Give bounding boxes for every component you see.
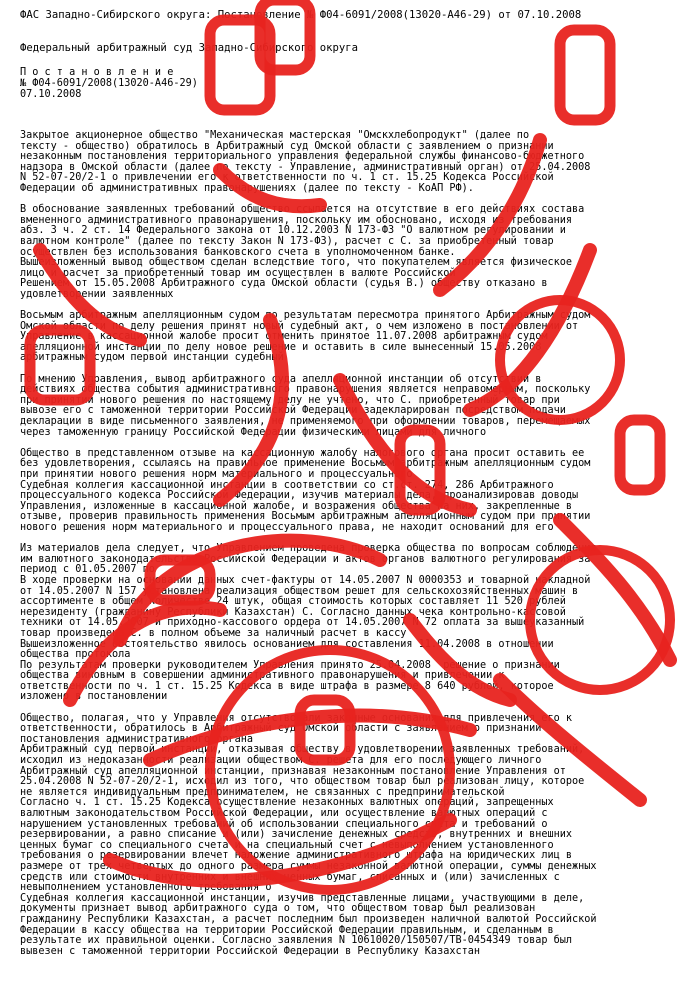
text-line: требования о резервировании влечет наложение административного штрафа на юридических лиц в — [20, 850, 573, 862]
document-date: 07.10.2008 — [20, 88, 82, 100]
text-line: нарушением установленных требований об использовании специального счета и требований о — [20, 818, 548, 830]
text-line: процессуального кодекса Российской Федерации, изучив материалы дела, проанализировав доводы — [20, 490, 579, 502]
court-name: Федеральный арбитражный суд Западно-Сибирского округа — [20, 42, 359, 54]
text-line: осуществлен без использования банковского счета в уполномоченном банке. — [20, 246, 456, 258]
text-line: В обоснование заявленных требований общество ссылается на отсутствие в его действиях состава — [20, 204, 585, 216]
text-line: при принятии нового решения по настоящему делу не учтено, что С. приобретенный товар при — [20, 394, 560, 406]
paragraph — [20, 544, 688, 703]
paragraph — [20, 375, 688, 439]
text-line: незаконным постановления территориального управления федеральной службы финансово-бюджетного — [20, 151, 585, 163]
text-line: Судебная коллегия кассационной инстанции в соответствии со ст.ст. 274, 286 Арбитражного — [20, 479, 554, 491]
text-line: резервировании, а равно списание и (или) зачисление денежных средств, внутренних и внешних — [20, 829, 573, 841]
watermark-glyph — [210, 20, 270, 110]
text-line: валютным законодательством Российской Федерации, или осуществление валютных операций с — [20, 808, 548, 819]
text-line: Вышеизложенное обстоятельство явилось основанием для составления 11.04.2008 в отношении — [20, 638, 554, 650]
text-line: Управления, изложенные в кассационной жалобе, и возражения общества на них, закрепленные в — [20, 500, 573, 512]
text-line: По результатам проверки руководителем Управления принято 25.04.2008 решение о признании — [20, 659, 560, 671]
paragraph — [20, 205, 688, 300]
text-line: исходил из недоказанности реализации обществом С. решета для его последующего личного — [20, 755, 542, 767]
paragraph — [20, 311, 688, 364]
watermark-glyph — [560, 30, 610, 120]
text-line: общества протокола — [20, 649, 131, 661]
paragraph — [20, 131, 688, 195]
text-line: Арбитражный суд апелляционной инстанции, признавая незаконным постановление Управления от — [20, 765, 566, 777]
text-line: Арбитражный суд первой инстанции, отказывая обществу в удовлетворении заявленных требований, — [20, 744, 585, 756]
text-line: удовлетворении заявленных — [20, 288, 174, 300]
paragraph — [20, 449, 688, 534]
text-line: общества виновным в совершении административного правонарушения и привлечении к — [20, 670, 505, 682]
text-line: через таможенную границу Российской Федерации физическими лицами для личного — [20, 426, 487, 438]
text-line: Согласно ч. 1 ст. 15.25 Кодекса осуществление незаконных валютных операций, запрещенных — [20, 797, 554, 809]
text-line: валютном контроле" (далее по тексту Закон N 173-ФЗ), расчет с С. за приобретенный товар — [20, 235, 554, 247]
text-line: Решением от 15.05.2008 Арбитражного суда Омской области (судья В.) обществу отказано в — [20, 278, 548, 290]
text-line: период с 01.05.2007 по — [20, 564, 155, 576]
text-line: не является индивидуальным предпринимателем, не связанных с предпринимательской — [20, 786, 505, 798]
text-line: абз. 3 ч. 2 ст. 14 Федерального закона от 10.12.2003 N 173-ФЗ "О валютном регулировании и — [20, 225, 566, 237]
text-line: вмененного административного правонарушения, поскольку им обосновано, исходя из требования — [20, 214, 573, 226]
text-line: ассортименте в общем количестве 24 штук, общая стоимость которых составляет 11 520 рублей — [20, 596, 566, 608]
text-line: тексту - общество) обратилось в Арбитражный суд Омской области с заявлением о признании — [20, 140, 554, 152]
text-line: вывозе его с таможенной территории Российской Федерации задекларирован посредством подачи — [20, 405, 566, 417]
text-line: отзыве, проверив правильность применения Восьмым арбитражным апелляционным судом при принятии — [20, 511, 591, 523]
text-line: средств или стоимости внутренних и внешних ценных бумаг, списанных и (или) зачисленных с — [20, 871, 560, 883]
text-line: Восьмым арбитражным апелляционным судом по результатам пересмотра принятого Арбитражным судом — [20, 310, 591, 322]
text-line: без удовлетворения, ссылаясь на правильное применение Восьмым арбитражным апелляционным судом — [20, 458, 591, 470]
text-line: N 52-07-20/2-1 о привлечении его к ответственности по ч. 1 ст. 15.25 Кодекса Российской — [20, 172, 554, 184]
text-line: ответственности, обратилось в Арбитражный суд Омской области с заявлением о признании — [20, 723, 542, 735]
text-line: В ходе проверки на основании данных счет-фактуры от 14.05.2007 N 0000353 и товарной накладной — [20, 574, 591, 586]
text-line: размере от трех четвертых до одного размера суммы незаконной валютной операции, суммы денежных — [20, 860, 597, 872]
text-line: арбитражным судом первой инстанции судебный — [20, 352, 284, 364]
text-line: надзора в Омской области (далее по тексту - Управление, административный орган) от 25.04.2008 — [20, 161, 591, 173]
text-line: вывезен с таможенной территории Российской Федерации в Республику Казахстан — [20, 945, 481, 957]
text-line: апелляционной инстанции по делу новое решение и оставить в силе вынесенный 15.05.2008 — [20, 341, 542, 353]
text-line: Вышеизложенный вывод обществом сделан вследствие того, что покупателем является физическое — [20, 257, 573, 269]
text-line: декларации в виде письменного заявления, не применяемого при оформлении товаров, перемещаемых — [20, 416, 591, 428]
text-line: нерезиденту (гражданину Республики Казахстан) С. Согласно данных чека контрольно-кассовой — [20, 606, 566, 618]
text-line: техники от 14.05.2007 и приходно-кассового ордера от 14.05.2007 N 72 оплата за вышеуказанный — [20, 617, 585, 629]
text-line: товар произведена С. в полном объеме за наличный расчет в кассу — [20, 627, 407, 639]
document-type: П о с т а н о в л е н и е — [20, 67, 174, 78]
text-line: Общество, полагая, что у Управления отсутствовали законные основания для привлечения его к — [20, 712, 573, 724]
document-header-title: ФАС Западно-Сибирского округа: Постановление № Ф04-6091/2008(13020-А46-29) от 07.10.2008 — [20, 9, 582, 21]
text-line: Омской области по делу решения принят новый судебный акт, о чем изложено в постановлении от — [20, 320, 579, 332]
text-line: Федерации об административных правонарушениях (далее по тексту - КоАП РФ). — [20, 182, 474, 194]
document-body — [20, 131, 688, 968]
text-line: Федерации в кассу общества на территории Российской Федерации правильным, и сделанным в — [20, 924, 554, 936]
text-line: постановления административного органа — [20, 733, 254, 745]
document-heading — [20, 68, 198, 100]
text-line: Из материалов дела следует, что Управлением проведена проверка общества по вопросам соблюдения — [20, 543, 597, 555]
text-line: нового решения норм материального и процессуального права, не находит оснований для его — [20, 521, 554, 533]
text-line: Закрытое акционерное общество "Механическая мастерская "Омскхлебопродукт" (далее по — [20, 130, 530, 141]
text-line: от 14.05.2007 N 157 установлена реализация обществом решет для сельскохозяйственных машин в — [20, 585, 579, 597]
text-line: ценных бумаг со специального счета и на специальный счет с невыполнением установленного — [20, 839, 554, 851]
text-line: невыполнением установленного требования о — [20, 882, 272, 894]
text-line: По мнению Управления, вывод арбитражного суда апелляционной инстанции об отсутствии в — [20, 373, 542, 385]
text-line: изложено в постановлении — [20, 691, 168, 703]
text-line: действиях общества события административного правонарушения является неправомерным, поскольку — [20, 384, 591, 396]
text-line: Общество в представленном отзыве на кассационную жалобу налогового органа просит оставить ее — [20, 447, 585, 459]
text-line: документы признает вывод арбитражного суда о том, что обществом товар был реализован — [20, 903, 536, 915]
text-line: гражданину Республики Казахстан, а расчет последним был произведен наличной валютой Российской — [20, 913, 597, 925]
text-line: Управление в кассационной жалобе просит отменить принятое 11.07.2008 арбитражным судом — [20, 331, 548, 343]
text-line: при принятии нового решения норм материального и процессуального — [20, 469, 413, 480]
document-number: № Ф04-6091/2008(13020-А46-29) — [20, 77, 198, 89]
paragraph — [20, 714, 688, 958]
text-line: Судебная коллегия кассационной инстанции, изучив представленные лицами, участвующими в деле, — [20, 892, 585, 904]
text-line: ответственности по ч. 1 ст. 15.25 Кодекса в виде штрафа в размере 8 640 рублей, которое — [20, 680, 554, 692]
text-line: результате их правильной оценки. Согласно заявления N 10610020/150507/ТВ-0454349 товар был — [20, 935, 573, 947]
text-line: лицо и расчет за приобретенный товар им осуществлен в валюте Российской — [20, 267, 456, 279]
text-line: им валютного законодательства Российской Федерации и актов органов валютного регулирования за — [20, 553, 591, 565]
text-line: 25.04.2008 N 52-07-20/2-1, исходил из того, что обществом товар был реализован лицу, которое — [20, 776, 585, 788]
